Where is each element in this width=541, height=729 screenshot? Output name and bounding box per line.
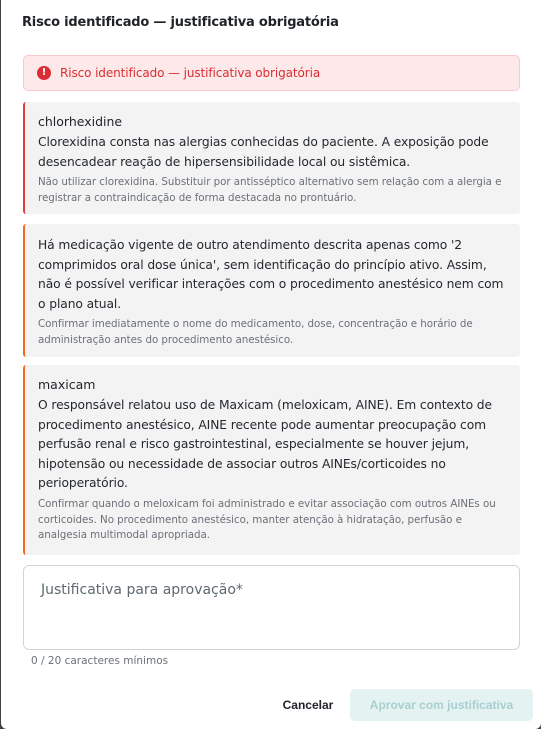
risk-alert-banner: [23, 55, 520, 91]
approve-with-justification-button[interactable]: Aprovar com justificativa: [350, 689, 533, 721]
risk-recommendation: Não utilizar clorexidina. Substituir por antisséptico alternativo sem relação com a alergia e registrar a contraindicação de forma destacada no prontuário.: [38, 176, 502, 204]
risk-card-unidentified-medication: [23, 224, 520, 357]
exclamation-circle-icon: !: [37, 66, 51, 80]
cancel-button[interactable]: Cancelar: [271, 691, 345, 719]
risk-card-maxicam: [23, 365, 520, 555]
justification-placeholder: Justificativa para aprovação*: [41, 582, 243, 598]
justification-textarea[interactable]: [23, 565, 520, 650]
risk-recommendation: Confirmar imediatamente o nome do medicamento, dose, concentração e horário de administração antes do procedimento anestésico.: [38, 318, 473, 346]
risk-description: Há medicação vigente de outro atendimento descrita apenas como '2 comprimidos oral dose única', sem identificação do princípio ativo. Assim, não é possível verificar interações com o procedimento anestésico nem com o plano atual.: [38, 238, 504, 311]
risk-name: chlorhexidine: [38, 114, 123, 129]
risk-card-chlorhexidine: [23, 102, 520, 214]
dialog-title: Risco identificado — justificativa obrigatória: [22, 15, 339, 30]
risk-description: O responsável relatou uso de Maxicam (meloxicam, AINE). Em contexto de procedimento anestésico, AINE recente pode aumentar preocupação com perfusão renal e risco gastrointestinal, especialmente se houver jejum, hipotensão ou necessidade de associar outros AINEs/corticoides no perioperatório.: [38, 398, 492, 491]
risk-justification-dialog: [1, 0, 541, 729]
risk-recommendation: Confirmar quando o meloxicam foi administrado e evitar associação com outros AINEs ou corticoides. No procedimento anestésico, manter atenção à hidratação, perfusão e analgesia multimodal apropriada.: [38, 497, 496, 542]
character-counter: 0 / 20 caracteres mínimos: [31, 655, 169, 667]
risk-name: maxicam: [38, 377, 96, 392]
risk-description: Clorexidina consta nas alergias conhecidas do paciente. A exposição pode desencadear reação de hipersensibilidade local ou sistêmica.: [38, 135, 489, 169]
alert-text: Risco identificado — justificativa obrigatória: [60, 66, 321, 80]
